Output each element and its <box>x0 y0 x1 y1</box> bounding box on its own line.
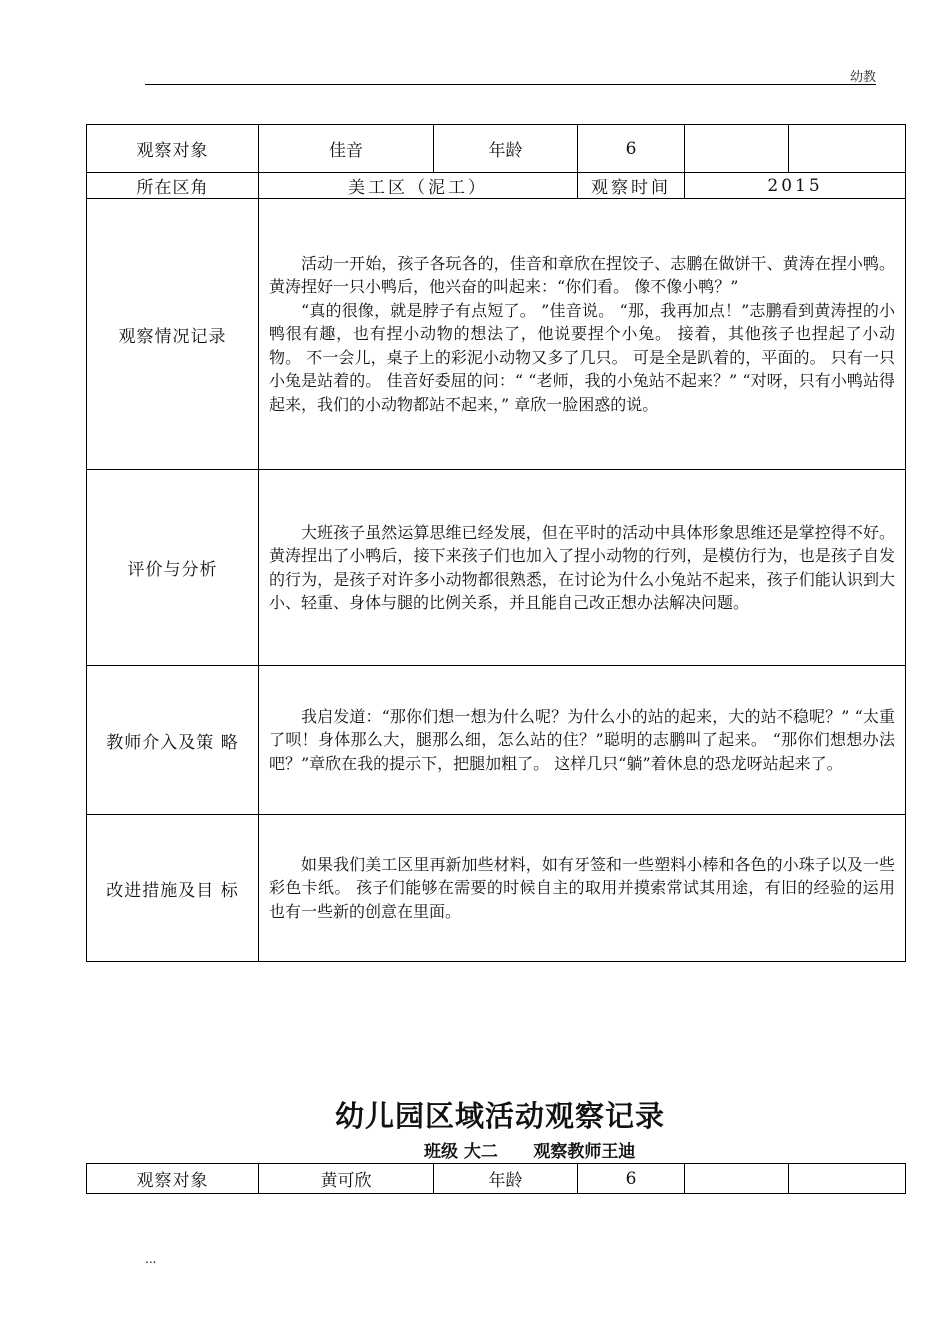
empty-cell <box>685 125 789 173</box>
label-area: 所在区角 <box>87 173 259 199</box>
age-value: 6 <box>578 1164 685 1194</box>
time-value: 2015 <box>685 173 906 199</box>
label-age: 年龄 <box>434 125 578 173</box>
observation-paragraph-2: “真的很像，就是脖子有点短了。 ”佳音说。 “那，我再加点！”志鹏看到黄涛捏的小鸭很有趣，也有捏小动物的想法了，他说要捏个小兔。 接着，其他孩子也捏起了小动物。 不一会儿，桌子上的彩泥小动物又多了几只。 可是全是趴着的，平面的。 只有一只小兔是站着的。 佳音好委屈的问：“ “老师，我的小兔站不起来？” “对呀，只有小鸭站得起来，我们的小动物都站不起来，” 章欣一脸困惑的说。 <box>269 300 896 414</box>
improvement-content <box>259 815 906 962</box>
header-label: 幼教 <box>849 70 876 85</box>
observation-table-1 <box>86 124 906 962</box>
label-observation-record: 观察情况记录 <box>87 199 259 470</box>
empty-cell <box>789 125 906 173</box>
label-time: 观察时间 <box>578 173 685 199</box>
class-teacher-line: 班级 大二 观察教师王迪 <box>424 1142 636 1162</box>
observation-record-content <box>259 199 906 470</box>
teacher-intervention-content <box>259 666 906 815</box>
label-improvement: 改进措施及目 标 <box>87 815 259 962</box>
label-subject: 观察对象 <box>87 1164 259 1194</box>
observation-table-2 <box>86 1163 906 1194</box>
area-value: 美工区（泥工） <box>259 173 578 199</box>
observation-paragraph-1: 活动一开始，孩子各玩各的，佳音和章欣在捏饺子、志鹏在做饼干、黄涛在捏小鸭。 黄涛捏好一只小鸭后，他兴奋的叫起来：“你们看。 像不像小鸭？” <box>269 253 896 297</box>
subject-value: 佳音 <box>259 125 434 173</box>
page-title: 幼儿园区域活动观察记录 <box>334 1099 665 1133</box>
footer-ellipsis: ... <box>145 1252 157 1266</box>
label-evaluation: 评价与分析 <box>87 470 259 666</box>
empty-cell <box>685 1164 789 1194</box>
label-age: 年龄 <box>434 1164 578 1194</box>
age-value: 6 <box>578 125 685 173</box>
intervention-paragraph: 我启发道：“那你们想一想为什么呢？为什么小的站的起来，大的站不稳呢？” “太重了呗！身体那么大，腿那么细，怎么站的住？”聪明的志鹏叫了起来。 “那你们想想办法吧？”章欣在我的提示下，把腿加粗了。 这样几只“躺”着休息的恐龙呀站起来了。 <box>269 706 896 773</box>
subject-value: 黄可欣 <box>259 1164 434 1194</box>
improvement-paragraph: 如果我们美工区里再新加些材料，如有牙签和一些塑料小棒和各色的小珠子以及一些彩色卡纸。 孩子们能够在需要的时候自主的取用并摸索常试其用途，有旧的经验的运用也有一些新的创意在里面。 <box>269 854 896 921</box>
label-subject: 观察对象 <box>87 125 259 173</box>
label-teacher-intervention: 教师介入及策 略 <box>87 666 259 815</box>
evaluation-content <box>259 470 906 666</box>
empty-cell <box>789 1164 906 1194</box>
header-rule <box>145 84 876 85</box>
evaluation-paragraph: 大班孩子虽然运算思维已经发展，但在平时的活动中具体形象思维还是掌控得不好。 黄涛捏出了小鸭后，接下来孩子们也加入了捏小动物的行列，是模仿行为，也是孩子自发的行为，是孩子对许多小动物都很熟悉，在讨论为什么小兔站不起来，孩子们能认识到大小、轻重、身体与腿的比例关系，并且能自己改正想办法解决问题。 <box>269 522 896 612</box>
